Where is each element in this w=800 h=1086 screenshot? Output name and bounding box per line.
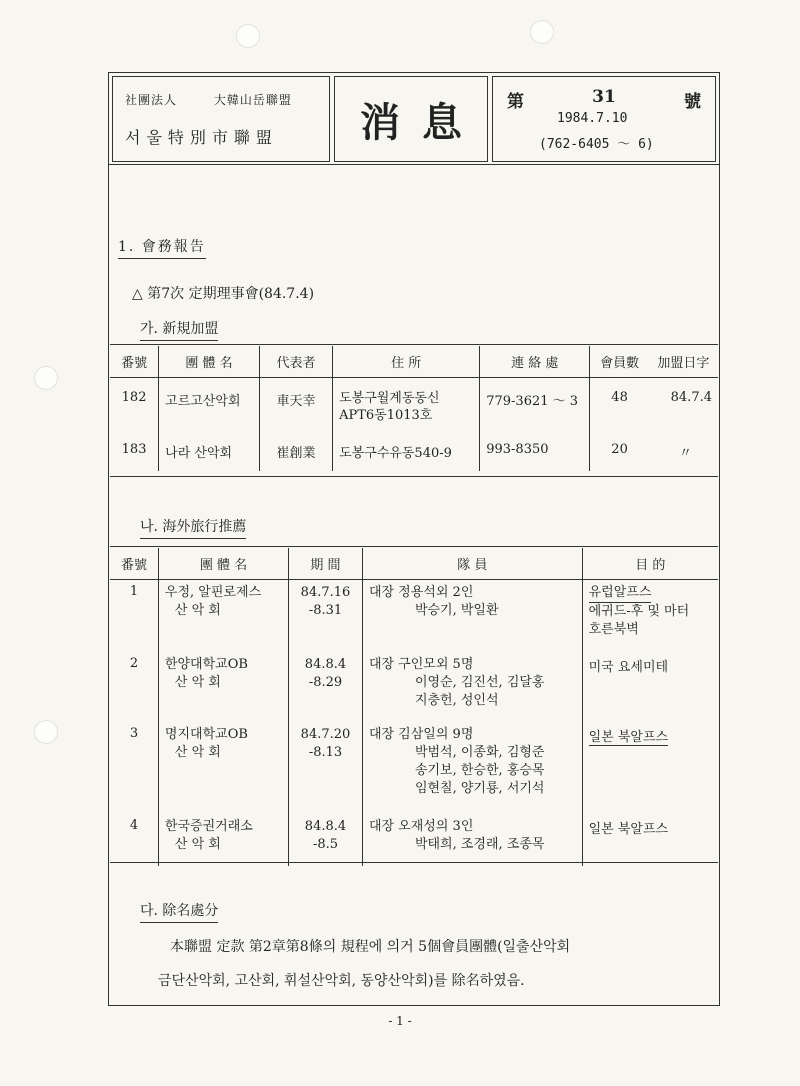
name-line: 우정, 알핀로제스 <box>164 585 262 600</box>
col-header: 番號 <box>110 346 159 378</box>
name-line: 산 악 회 <box>174 603 221 618</box>
cell-no: 1 <box>110 580 158 652</box>
meeting-line: △ 第7次 定期理事會(84.7.4) <box>132 286 315 302</box>
cell-members <box>362 722 582 814</box>
name-line: 명지대학교OB <box>164 726 248 742</box>
cell-purpose <box>582 580 718 652</box>
cell-period <box>289 814 363 866</box>
address-line: APT6동1013호 <box>339 408 433 423</box>
period-line: -8.5 <box>312 836 339 852</box>
member-line: 이영순, 김진선, 김달홍 <box>414 674 545 690</box>
branch-name: 서울特別市聯盟 <box>125 128 278 147</box>
cell-count: 20 <box>611 442 628 457</box>
cell-period <box>289 580 363 652</box>
purpose-line: 유럽알프스 <box>589 584 652 603</box>
cell-members <box>362 652 582 722</box>
cell-no: 3 <box>110 722 158 814</box>
issue-prefix: 第 <box>507 92 524 112</box>
cell-members <box>362 580 582 652</box>
member-line: 박범석, 이종화, 김형준 <box>414 744 545 760</box>
member-line: 대장 정용석외 2인 <box>368 585 474 600</box>
cell-members <box>362 814 582 866</box>
cell-date: 84.7.4 <box>670 390 712 405</box>
address-line: 도봉구월계동동신 <box>339 391 440 406</box>
header-divider <box>108 164 720 165</box>
subsection-heading: 가. 新規加盟 <box>140 318 218 341</box>
col-header: 加盟日字 <box>649 346 718 378</box>
header-title-box <box>334 76 488 162</box>
purpose-line: 에귀드-후 및 마터 <box>588 604 690 619</box>
table-row <box>110 814 718 866</box>
col-header: 番號 <box>110 548 158 580</box>
period-line: -8.29 <box>308 674 343 690</box>
cell-no: 4 <box>110 814 158 866</box>
purpose-line: 미국 요세미테 <box>588 659 669 675</box>
subsection-heading: 다. 除名處分 <box>140 900 218 923</box>
cell-name: 나라 산악회 <box>159 428 260 471</box>
member-line: 송기보, 한승한, 홍승목 <box>414 762 545 778</box>
punch-hole <box>34 720 58 744</box>
table-row <box>110 722 718 814</box>
cell-address <box>333 378 480 429</box>
purpose-line: 호른북벽 <box>588 622 639 637</box>
name-line: 산 악 회 <box>174 744 221 760</box>
cell-period <box>289 722 363 814</box>
table-header-row <box>110 346 718 378</box>
purpose-line: 일본 북알프스 <box>588 821 669 837</box>
table-rule <box>110 862 718 863</box>
cell-tel: 993-8350 <box>480 428 590 471</box>
cell-rep: 崔創業 <box>259 428 332 471</box>
org-name: 大韓山岳聯盟 <box>213 93 292 107</box>
table-header-row <box>110 548 718 580</box>
cell-date: 〃 <box>678 446 692 461</box>
cell-address: 도봉구수유동540-9 <box>333 428 480 471</box>
table-row <box>110 580 718 652</box>
cell-name: 고르고산악회 <box>159 378 260 429</box>
member-line: 임현칠, 양기룡, 서기석 <box>414 780 545 796</box>
period-line: -8.31 <box>308 603 343 618</box>
punch-hole <box>34 366 58 390</box>
col-header: 代表者 <box>259 346 332 378</box>
table-rule <box>110 476 718 477</box>
member-line: 대장 김삼일의 9명 <box>368 726 474 742</box>
cell-rep: 車天幸 <box>259 378 332 429</box>
issue-number: 31 <box>592 87 616 107</box>
table-row <box>110 378 718 429</box>
expulsion-text-line: 本聯盟 定款 第2章第8條의 規程에 의거 5個會員團體(일출산악회 <box>170 939 571 955</box>
period-line: -8.13 <box>308 744 343 760</box>
org-type: 社團法人 <box>125 93 178 107</box>
table-rule <box>110 546 718 547</box>
col-header: 會員數 <box>590 346 649 378</box>
cell-count: 48 <box>611 390 628 405</box>
cell-name <box>158 814 288 866</box>
cell-period <box>289 652 363 722</box>
col-header: 團 體 名 <box>158 548 288 580</box>
subsection-heading: 나. 海外旅行推薦 <box>140 516 246 539</box>
header-issue-box <box>492 76 716 162</box>
punch-hole <box>236 24 260 48</box>
member-line: 대장 구인모외 5명 <box>368 656 474 672</box>
cell-purpose <box>582 652 718 722</box>
cell-no: 2 <box>110 652 158 722</box>
name-line: 한양대학교OB <box>164 656 248 672</box>
member-line: 대장 오재성의 3인 <box>368 818 474 834</box>
cell-purpose <box>582 722 718 814</box>
cell-name <box>158 652 288 722</box>
punch-hole <box>530 20 554 44</box>
name-line: 산 악 회 <box>174 674 221 690</box>
page-title: 消息 <box>360 99 484 146</box>
period-line: 84.7.16 <box>300 585 351 600</box>
name-line: 한국증권거래소 <box>164 818 253 834</box>
col-header: 住 所 <box>333 346 480 378</box>
period-line: 84.8.4 <box>304 656 347 672</box>
issue-suffix: 號 <box>683 92 701 112</box>
col-header: 團 體 名 <box>159 346 260 378</box>
page-number: - 1 - <box>388 1014 412 1028</box>
member-line: 지충헌, 성인석 <box>414 692 499 708</box>
member-line: 박태희, 조경래, 조종목 <box>414 836 545 852</box>
member-line: 박승기, 박일환 <box>414 603 499 618</box>
issue-date: 1984.7.10 <box>557 111 628 126</box>
period-line: 84.8.4 <box>304 818 347 834</box>
col-header: 連 絡 處 <box>480 346 590 378</box>
header-org-box <box>112 76 330 162</box>
issue-phone: (762-6405 ～ 6) <box>539 137 654 152</box>
name-line: 산 악 회 <box>174 836 221 852</box>
expulsion-text-line: 금단산악회, 고산회, 휘설산악회, 동양산악회)를 除名하였음. <box>158 973 525 989</box>
col-header: 隊 員 <box>362 548 582 580</box>
purpose-line: 일본 북알프스 <box>589 726 668 746</box>
cell-no: 182 <box>110 378 159 429</box>
period-line: 84.7.20 <box>300 726 351 742</box>
cell-purpose <box>582 814 718 866</box>
cell-name <box>158 722 288 814</box>
table-row <box>110 652 718 722</box>
overseas-table <box>110 548 718 866</box>
new-members-table <box>110 346 718 471</box>
table-row <box>110 428 718 471</box>
cell-name <box>158 580 288 652</box>
col-header: 目 的 <box>582 548 718 580</box>
section-heading: 1. 會務報告 <box>118 236 206 259</box>
table-rule <box>110 344 718 345</box>
cell-tel: 779-3621 ～ 3 <box>480 378 590 429</box>
page-frame <box>108 72 720 1006</box>
col-header: 期 間 <box>289 548 363 580</box>
cell-no: 183 <box>110 428 159 471</box>
